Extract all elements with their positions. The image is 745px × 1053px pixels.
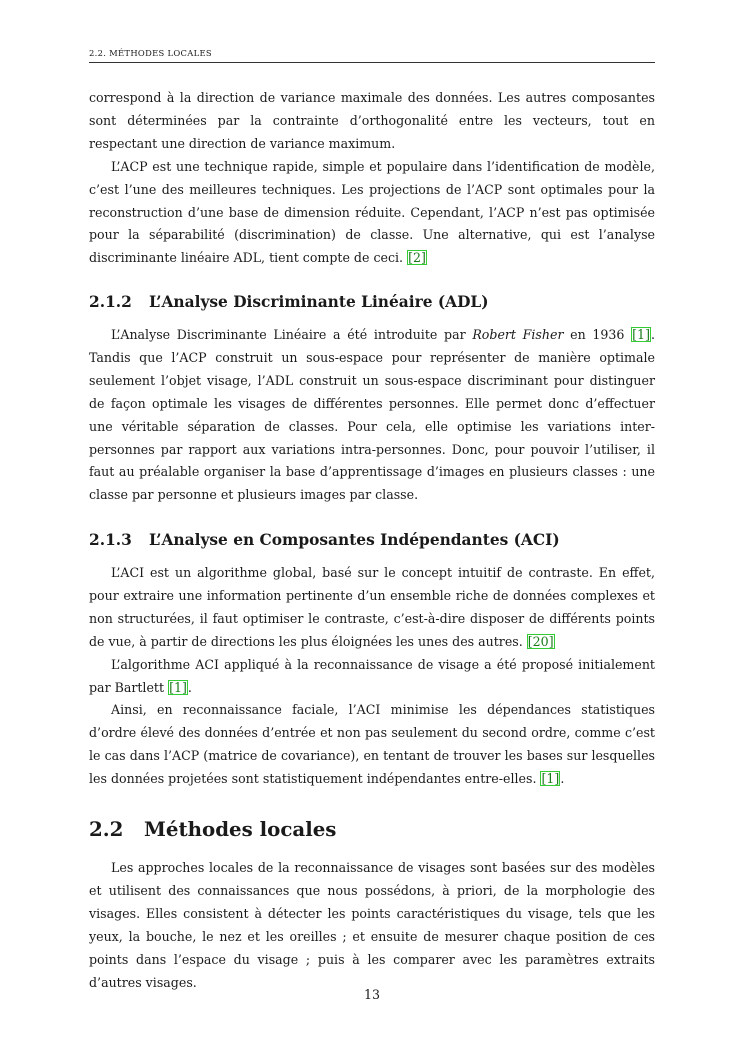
paragraph: Les approches locales de la reconnaissance de visages sont basées sur des modèles et utilisent des connaissances que nous possédons, à priori, de la morphologie des visages. Elles consistent à détecter les points caractéristiques du visage, tels que les yeux, la bouche, le nez et les oreilles ; et ensuite de mesurer chaque position de ces points dans l’espace du visage ; puis à les comparer avec les paramètres extraits d’autres visages. (89, 860, 655, 990)
paragraph (89, 562, 655, 654)
citation-link[interactable]: [2] (408, 250, 426, 266)
section-title: L’Analyse en Composantes Indépendantes (ACI) (149, 531, 560, 549)
section-heading-adl (89, 293, 489, 311)
section-number: 2.1.2 (89, 293, 132, 311)
paragraph-text: L’algorithme ACI appliqué à la reconnaissance de visage a été proposé initialement par Bartlett (89, 656, 655, 695)
paragraph-text: Ainsi, en reconnaissance faciale, l’ACI minimise les dépendances statistiques d’ordre élevé des données d’entrée et non pas seulement du second ordre, comme c’est le cas dans l’ACP (matrice de covariance), en tentant de trouver les bases sur lesquelles les données projetées sont statistiquement indépendantes entre-elles. (89, 702, 655, 787)
running-header: 2.2. MÉTHODES LOCALES (89, 48, 655, 63)
punctuation: . (560, 771, 565, 787)
citation-link[interactable]: [1] (169, 679, 187, 695)
paragraph (89, 654, 655, 700)
section-heading-aci (89, 531, 560, 549)
paragraph (89, 699, 655, 791)
paragraph (89, 324, 655, 507)
paragraph: correspond à la direction de variance maximale des données. Les autres composantes sont déterminées par la contrainte d’orthogonalité entre les vecteurs, tout en respectant une direction de variance maximum. (89, 90, 655, 151)
page-number: 13 (363, 987, 381, 1002)
section-title: L’Analyse Discriminante Linéaire (ADL) (149, 293, 489, 311)
local-block (89, 857, 655, 994)
adl-block (89, 324, 655, 507)
section-heading-local (89, 817, 336, 841)
citation-link[interactable]: [20] (527, 633, 554, 649)
aci-block (89, 562, 655, 791)
punctuation: . (187, 679, 192, 695)
paragraph-text: L’Analyse Discriminante Linéaire a été introduite par (111, 327, 466, 342)
intro-block (89, 87, 655, 270)
paragraph-text: L’ACI est un algorithme global, basé sur le concept intuitif de contraste. En effet, pour extraire une information pertinente d’un ensemble riche de données complexes et non structurées, il faut optimiser le contraste, c’est-à-dire disposer de différents points de vue, à partir de directions les plus éloignées les unes des autres. (89, 565, 655, 649)
citation-link[interactable]: [1] (541, 771, 560, 787)
paragraph-text: . Tandis que l’ACP construit un sous-espace pour représenter de manière optimale seulement l’objet visage, l’ADL construit un sous-espace discriminant pour distinguer de façon optimale les visages de différentes personnes. Elle permet donc d’effectuer une véritable séparation de classes. Pour cela, elle optimise les variations inter-personnes par rapport aux variations intra-personnes. Donc, pour pouvoir l’utiliser, il faut au préalable organiser la base d’apprentissage d’images en plusieurs classes : une classe par personne et plusieurs images par classe. (89, 327, 655, 503)
section-title: Méthodes locales (144, 817, 337, 841)
paragraph-text: L’ACP est une technique rapide, simple et populaire dans l’identification de modèle, c’est l’une des meilleures techniques. Les projections de l’ACP sont optimales pour la reconstruction d’une base de dimension réduite. Cependant, l’ACP n’est pas optimisée pour la séparabilité (discrimination) de classe. Une alternative, qui est l’analyse discriminante linéaire ADL, tient compte de ceci. (89, 158, 655, 266)
citation-link[interactable]: [1] (632, 327, 650, 342)
author-name: Robert Fisher (472, 327, 564, 342)
paragraph (89, 156, 655, 271)
section-number: 2.1.3 (89, 531, 132, 549)
paragraph-text: en 1936 (570, 327, 625, 342)
section-number: 2.2 (89, 817, 124, 841)
